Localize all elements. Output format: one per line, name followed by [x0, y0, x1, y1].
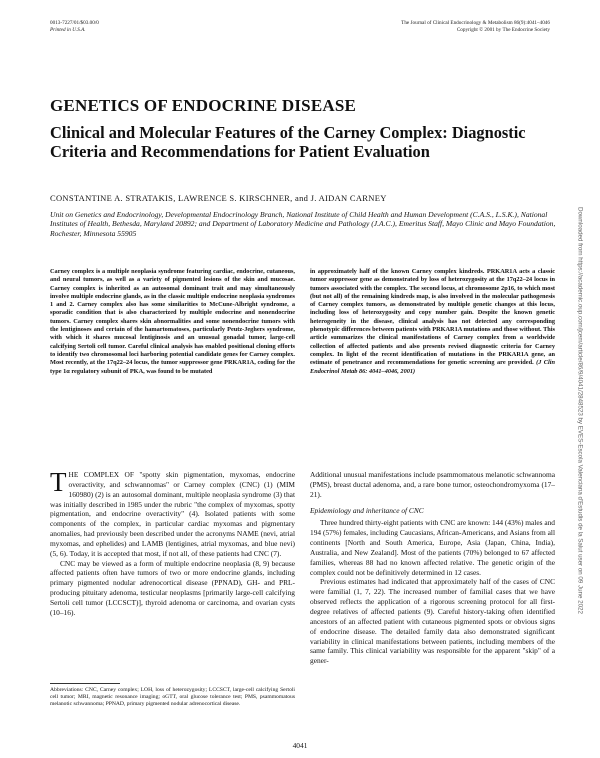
issn-code: 0013-7227/01/$03.00/0 [50, 20, 99, 26]
copyright-line: Copyright © 2001 by The Endocrine Society [456, 26, 550, 33]
body-paragraph: Additional unusual manifestations include psammomatous melanotic schwannoma (PMS), breast ductal adenoma, and, a rare bone tumor, osteochondromyxoma (17–21). [310, 470, 555, 499]
journal-citation: The Journal of Clinical Endocrinology & Metabolism 86(9):4041–4046 [401, 20, 550, 26]
intro-text: HE COMPLEX OF "spotty skin pigmentation, myxomas, endocrine overactivity, and schwannomas" or Carney complex (CNC) (1) (MIM 160980) (2) is an autosomal dominant, multiple neoplasia syndrome (3) that was initially described in 1985 under the rubric "the complex of myxomas, spotty pigmentation, and endocrine overactivity" (4). Isolated patients with some components of the complex, in particular cardiac myxomas and pigmentary anomalies, had previously been described under the acronyms NAME (nevi, atrial myxomas, and ephelides) and LAMB (lentigines, atrial myxomas, and blue nevi) (5, 6). Today, it is accepted that most, if not all, of these patients had CNC (7). [50, 470, 295, 558]
body-paragraph: CNC may be viewed as a form of multiple endocrine neoplasia (8, 9) because affected patients often have tumors of two or more endocrine glands, including primary pigmented nodular adrenocortical disease (PPNAD), GH- and PRL-producing pituitary adenoma, testicular neoplasms [primarily large-cell calcifying Sertoli cell tumor (LCCSCT)], thyroid adenoma or carcinoma, and ovarian cysts (10–16). [50, 558, 295, 617]
journal-header-right [401, 20, 550, 33]
download-watermark [573, 92, 587, 728]
intro-paragraph [50, 467, 295, 559]
footnote-divider [50, 683, 120, 684]
printed-in: Printed in U.S.A. [50, 26, 86, 33]
download-watermark-text: Downloaded from https://academic.oup.com/jcem/article/86/9/4041/2848523 by EVES-Escola Valenciana d'Estudis de la Salut user on 09 June 2022 [576, 206, 584, 614]
subsection-heading: Epidemiology and inheritance of CNC [310, 505, 424, 515]
author-list: CONSTANTINE A. STRATAKIS, LAWRENCE S. KIRSCHNER, and J. AIDAN CARNEY [50, 193, 387, 203]
author-affiliation: Unit on Genetics and Endocrinology, Developmental Endocrinology Branch, National Institute of Child Health and Human Development (C.A.S., L.S.K.), National Institutes of Health, Bethesda, Maryland 20892; and Department of Laboratory Medicine and Pathology (J.A.C.), Emeritus Staff, Mayo Clinic and Mayo Foundation, Rochester, Minnesota 55905 [50, 210, 556, 238]
abstract-column-left [50, 268, 295, 376]
journal-header-left [50, 20, 99, 33]
section-title: GENETICS OF ENDOCRINE DISEASE [50, 96, 357, 115]
article-title: Clinical and Molecular Features of the Carney Complex: Diagnostic Criteria and Recommendations for Patient Evaluation [50, 123, 526, 161]
page-number: 4041 [292, 741, 308, 750]
drop-cap: T [50, 467, 67, 497]
abbreviations-footnote: Abbreviations: CNC, Carney complex; LOH, loss of heterozygosity; LCCSCT, large-cell calcifying Sertoli cell tumor; MRI, magnetic resonance imaging; oGTT, oral glucose tolerance test; PMS, psammomatous melanotic schwannoma; PPNAD, primary pigmented nodular adrenocortical disease. [50, 687, 295, 708]
body-column-right [310, 470, 555, 666]
abstract-text-right [310, 268, 555, 376]
body-column-left [50, 467, 295, 618]
body-paragraph: Three hundred thirty-eight patients with CNC are known: 144 (43%) males and 194 (57%) females, including Caucasians, African-Americans, and Asians from all continents [North and South America, Europe, Asia (Japan, China, India), Australia, and New Zealand]. Most of the patients (70%) belonged to 67 affected families, whereas 88 had no known affected relative. The genetic origin of the complex could not be definitively determined in 12 cases. [310, 518, 556, 577]
body-paragraph: Previous estimates had indicated that approximately half of the cases of CNC were familial (1, 7, 22). The increased number of familial cases that we have observed reflects the application of a rigorous screening protocol for all first-degree relatives of affected patients (9). Careful history-taking often identified ancestors of an affected patient with cutaneous pigmented spots or obvious signs of endocrine disease. The detailed family data also demonstrated significant variability in clinical manifestations between patients, including members of the same family. This clinical variability was responsible for the apparent "skip" of a gener- [310, 577, 555, 666]
abstract-text-right-body: in approximately half of the known Carney complex kindreds. PRKAR1A acts a classic tumor suppressor gene as demonstrated by loss of heterozygosity at the 17q22–24 locus in tumors associated with the complex. The second locus, at chromosome 2p16, to which most (but not all) of the remaining kindreds map, is also involved in the molecular pathogenesis of Carney complex tumors, as demonstrated by multiple genetic changes at this locus, including loss of heterozygosity and copy number gain. Despite the known genetic heterogeneity in the disease, clinical analysis has not detected any corresponding phenotypic differences between patients with PRKAR1A mutations and those without. This article summarizes the clinical manifestations of Carney complex from a worldwide collection of affected patients and also presents revised diagnostic criteria for Carney complex. In light of the recent identification of mutations in the PRKAR1A gene, an estimate of penetrance and recommendations for genetic screening are provided. [310, 268, 555, 367]
abstract-text-left: Carney complex is a multiple neoplasia syndrome featuring cardiac, endocrine, cutaneous, and neural tumors, as well as a variety of pigmented lesions of the skin and mucosae. Carney complex is inherited as an autosomal dominant trait and may simultaneously involve multiple endocrine glands, as in the classic multiple endocrine neoplasia syndromes 1 and 2. Carney complex also has some similarities to McCune-Albright syndrome, a sporadic condition that is also characterized by multiple endocrine and nonendocrine tumors. Carney complex shares skin abnormalities and some nonendocrine tumors with the lentiginoses and certain of the hamartomatoses, particularly Peutz-Jeghers syndrome, with which it shares mucosal lentiginosis and an unusual gonadal tumor, large-cell calcifying Sertoli cell tumor. Careful clinical analysis has enabled positional cloning efforts to identify two chromosomal loci harboring potential candidate genes for Carney complex. Most recently, at the 17q22–24 locus, the tumor suppressor gene PRKAR1A, coding for the type 1α regulatory subunit of PKA, was found to be mutated [50, 268, 295, 375]
abstract-column-right [310, 268, 555, 376]
abstract-citation: (J Clin Endocrinol Metab 86: 4041–4046, 2001) [310, 359, 555, 375]
